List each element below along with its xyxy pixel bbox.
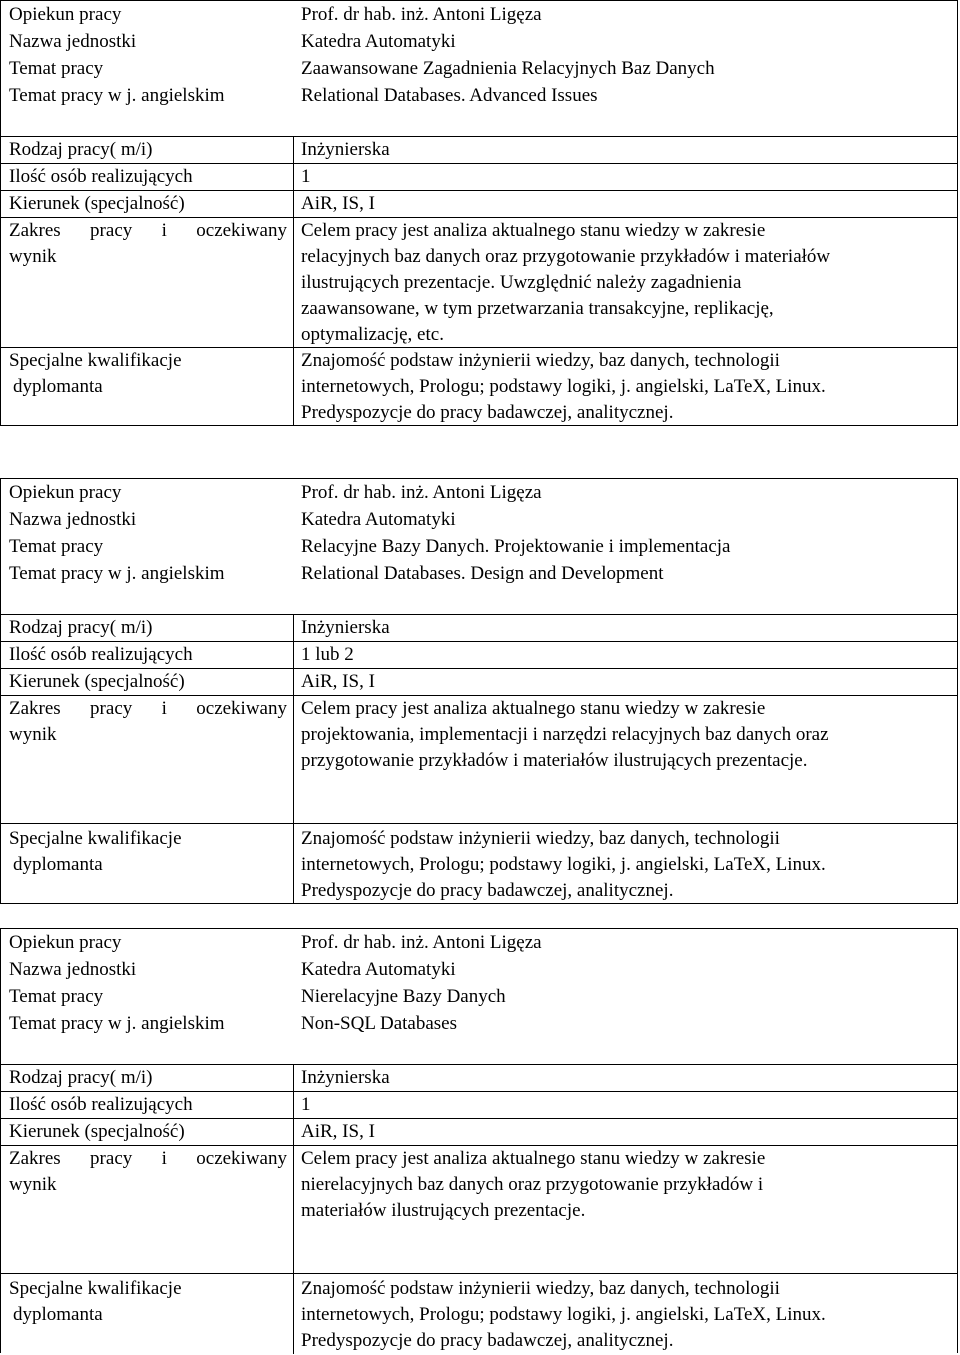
label-field: Kierunek (specjalność) [9, 1121, 185, 1142]
scope-line: Celem pracy jest analiza aktualnego stanu wiedzy w zakresie [301, 1148, 766, 1169]
scope-line: optymalizację, etc. [301, 324, 444, 345]
label-field: Kierunek (specjalność) [9, 193, 185, 214]
label-scope-line-1: Zakres pracy i oczekiwany [9, 698, 287, 719]
row-supervisor [1, 930, 957, 956]
value-qualifications [301, 1276, 951, 1354]
label-scope [9, 696, 287, 748]
row-field [1, 190, 957, 217]
row-field [1, 668, 957, 695]
value-topic-en: Relational Databases. Design and Development [301, 563, 664, 584]
column-divider [293, 136, 294, 425]
label-qual-line-2: dyplomanta [13, 376, 103, 397]
value-persons: 1 [301, 166, 311, 187]
row-topic-en [1, 561, 957, 587]
value-supervisor: Prof. dr hab. inż. Antoni Ligęza [301, 482, 542, 503]
qual-line: Znajomość podstaw inżynierii wiedzy, baz danych, technologii [301, 1278, 780, 1299]
qual-line: Znajomość podstaw inżynierii wiedzy, baz danych, technologii [301, 350, 780, 371]
value-field: AiR, IS, I [301, 193, 375, 214]
qual-line: Predyspozycje do pracy badawczej, analitycznej. [301, 1330, 674, 1351]
label-qualifications [9, 1276, 287, 1328]
qual-line: internetowych, Prologu; podstawy logiki, j. angielski, LaTeX, Linux. [301, 854, 826, 875]
scope-line: projektowania, implementacji i narzędzi relacyjnych baz danych oraz [301, 724, 829, 745]
row-scope [1, 695, 957, 824]
label-scope-line-1: Zakres pracy i oczekiwany [9, 220, 287, 241]
row-supervisor [1, 480, 957, 506]
label-unit: Nazwa jednostki [9, 31, 137, 52]
value-topic: Relacyjne Bazy Danych. Projektowanie i implementacja [301, 536, 731, 557]
label-topic-en: Temat pracy w j. angielskim [9, 1013, 225, 1034]
value-topic-en: Relational Databases. Advanced Issues [301, 85, 598, 106]
label-topic: Temat pracy [9, 536, 104, 557]
qual-line: Predyspozycje do pracy badawczej, analitycznej. [301, 880, 674, 901]
label-qual-line-1: Specjalne kwalifikacje [9, 350, 182, 371]
scope-line: ilustrujących prezentacje. Uwzględnić należy zagadnienia [301, 272, 742, 293]
label-scope [9, 218, 287, 270]
value-topic: Nierelacyjne Bazy Danych [301, 986, 506, 1007]
row-type [1, 136, 957, 163]
value-field: AiR, IS, I [301, 1121, 375, 1142]
scope-line: relacyjnych baz danych oraz przygotowanie przykładów i materiałów [301, 246, 831, 267]
row-qualifications [1, 1273, 957, 1355]
value-unit: Katedra Automatyki [301, 959, 456, 980]
label-topic-en: Temat pracy w j. angielskim [9, 85, 225, 106]
column-divider [293, 614, 294, 903]
label-topic: Temat pracy [9, 986, 104, 1007]
label-persons: Ilość osób realizujących [9, 644, 193, 665]
row-scope [1, 217, 957, 348]
thesis-card-2 [0, 478, 958, 904]
label-scope-line-2: wynik [9, 246, 57, 267]
value-scope [301, 696, 951, 774]
row-persons [1, 1091, 957, 1118]
label-type: Rodzaj pracy( m/i) [9, 617, 153, 638]
row-field [1, 1118, 957, 1145]
label-topic-en: Temat pracy w j. angielskim [9, 563, 225, 584]
value-topic-en: Non-SQL Databases [301, 1013, 458, 1034]
row-type [1, 1064, 957, 1091]
scope-line: Celem pracy jest analiza aktualnego stanu wiedzy w zakresie [301, 220, 766, 241]
value-persons: 1 [301, 1094, 311, 1115]
row-qualifications [1, 347, 957, 426]
label-scope-line-1: Zakres pracy i oczekiwany [9, 1148, 287, 1169]
label-scope-line-2: wynik [9, 724, 57, 745]
label-supervisor: Opiekun pracy [9, 4, 122, 25]
value-field: AiR, IS, I [301, 671, 375, 692]
scope-line: przygotowanie przykładów i materiałów ilustrujących prezentacje. [301, 750, 808, 771]
label-qualifications [9, 826, 287, 878]
row-topic-en [1, 83, 957, 109]
label-type: Rodzaj pracy( m/i) [9, 139, 153, 160]
value-type: Inżynierska [301, 617, 390, 638]
qual-line: internetowych, Prologu; podstawy logiki, j. angielski, LaTeX, Linux. [301, 1304, 826, 1325]
label-unit: Nazwa jednostki [9, 959, 137, 980]
scope-line: nierelacyjnych baz danych oraz przygotowanie przykładów i [301, 1174, 764, 1195]
row-unit [1, 957, 957, 983]
row-type [1, 614, 957, 641]
value-unit: Katedra Automatyki [301, 31, 456, 52]
row-topic-en [1, 1011, 957, 1037]
value-scope [301, 1146, 951, 1224]
row-topic [1, 56, 957, 82]
qual-line: Znajomość podstaw inżynierii wiedzy, baz danych, technologii [301, 828, 780, 849]
thesis-card-3 [0, 928, 958, 1353]
label-field: Kierunek (specjalność) [9, 671, 185, 692]
label-supervisor: Opiekun pracy [9, 482, 122, 503]
qual-line: Predyspozycje do pracy badawczej, analitycznej. [301, 402, 674, 423]
value-scope [301, 218, 951, 348]
qual-line: internetowych, Prologu; podstawy logiki, j. angielski, LaTeX, Linux. [301, 376, 826, 397]
label-persons: Ilość osób realizujących [9, 1094, 193, 1115]
label-qualifications [9, 348, 287, 400]
column-divider [293, 1064, 294, 1354]
value-type: Inżynierska [301, 1067, 390, 1088]
row-persons [1, 163, 957, 190]
row-topic [1, 534, 957, 560]
thesis-card-1 [0, 0, 958, 426]
value-type: Inżynierska [301, 139, 390, 160]
value-topic: Zaawansowane Zagadnienia Relacyjnych Baz Danych [301, 58, 715, 79]
value-qualifications [301, 348, 951, 426]
value-persons: 1 lub 2 [301, 644, 354, 665]
row-qualifications [1, 823, 957, 904]
label-persons: Ilość osób realizujących [9, 166, 193, 187]
row-unit [1, 507, 957, 533]
row-scope [1, 1145, 957, 1274]
label-qual-line-2: dyplomanta [13, 854, 103, 875]
label-scope [9, 1146, 287, 1198]
label-topic: Temat pracy [9, 58, 104, 79]
row-supervisor [1, 2, 957, 28]
value-supervisor: Prof. dr hab. inż. Antoni Ligęza [301, 932, 542, 953]
label-qual-line-1: Specjalne kwalifikacje [9, 1278, 182, 1299]
label-qual-line-1: Specjalne kwalifikacje [9, 828, 182, 849]
scope-line: Celem pracy jest analiza aktualnego stanu wiedzy w zakresie [301, 698, 766, 719]
value-supervisor: Prof. dr hab. inż. Antoni Ligęza [301, 4, 542, 25]
label-scope-line-2: wynik [9, 1174, 57, 1195]
row-unit [1, 29, 957, 55]
scope-line: zaawansowane, w tym przetwarzania transakcyjne, replikację, [301, 298, 774, 319]
value-unit: Katedra Automatyki [301, 509, 456, 530]
label-supervisor: Opiekun pracy [9, 932, 122, 953]
row-topic [1, 984, 957, 1010]
label-unit: Nazwa jednostki [9, 509, 137, 530]
label-type: Rodzaj pracy( m/i) [9, 1067, 153, 1088]
value-qualifications [301, 826, 951, 904]
label-qual-line-2: dyplomanta [13, 1304, 103, 1325]
row-persons [1, 641, 957, 668]
scope-line: materiałów ilustrujących prezentacje. [301, 1200, 586, 1221]
